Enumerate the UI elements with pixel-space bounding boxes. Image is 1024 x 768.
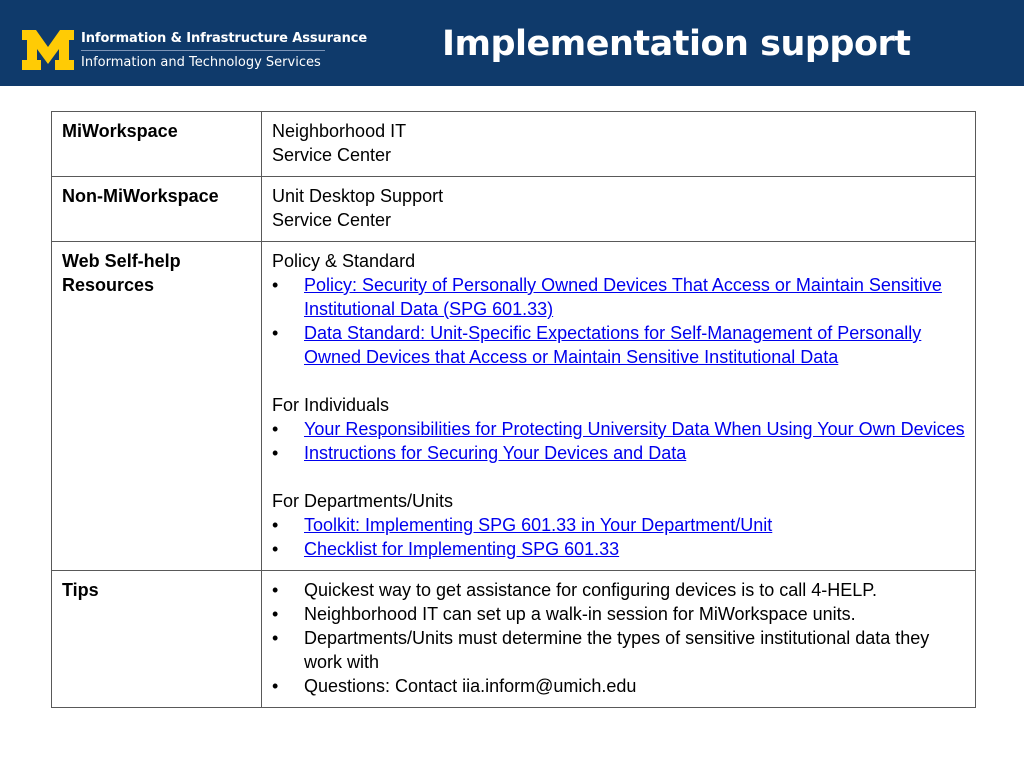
table-row-tips [52,571,976,708]
content-line: Unit Desktop Support [272,186,444,206]
org-divider [81,50,325,51]
list-item [272,441,965,465]
content-line: Neighborhood IT [272,121,407,141]
list-item [272,513,965,537]
table-row-miworkspace [52,112,976,177]
responsibilities-link[interactable]: Your Responsibilities for Protecting University Data When Using Your Own Devices [304,419,965,439]
support-table [51,111,976,708]
tip-text: Quickest way to get assistance for configuring devices is to call 4-HELP. [304,580,877,600]
block-m-logo-icon [22,30,74,70]
content-line: Service Center [272,145,392,165]
row-label-web-self-help: Web Self-help Resources [52,242,262,571]
securing-instructions-link[interactable]: Instructions for Securing Your Devices and Data [304,443,687,463]
content-line: Service Center [272,210,392,230]
row-content-miworkspace [262,112,976,177]
list-item [272,321,965,369]
spacer [272,465,965,489]
bullet-icon: • [272,275,279,295]
tips-list [272,578,965,698]
list-item [272,578,965,602]
policy-spg-link[interactable]: Policy: Security of Personally Owned Devices That Access or Maintain Sensitive Institutional Data (SPG 601.33) [304,275,942,319]
section-heading-individuals: For Individuals [272,395,390,415]
bullet-icon: • [272,323,279,343]
list-item [272,417,965,441]
row-label-non-miworkspace: Non-MiWorkspace [52,177,262,242]
header-banner [0,0,1024,86]
org-name-secondary: Information and Technology Services [81,55,321,70]
bullet-icon: • [272,628,279,648]
toolkit-link[interactable]: Toolkit: Implementing SPG 601.33 in Your Department/Unit [304,515,773,535]
list-item [272,626,965,674]
row-label-miworkspace: MiWorkspace [52,112,262,177]
org-name-primary: Information & Infrastructure Assurance [81,31,368,46]
bullet-icon: • [272,419,279,439]
bullet-icon: • [272,443,279,463]
row-label-tips: Tips [52,571,262,708]
section-heading-policy: Policy & Standard [272,251,416,271]
list-item [272,273,965,321]
list-item [272,602,965,626]
list-item [272,674,965,698]
checklist-link[interactable]: Checklist for Implementing SPG 601.33 [304,539,620,559]
data-standard-link[interactable]: Data Standard: Unit-Specific Expectations for Self-Management of Personally Owned Devices that Access or Maintain Sensitive Institutional Data [304,323,922,367]
bullet-icon: • [272,676,279,696]
departments-link-list [272,513,965,561]
bullet-icon: • [272,515,279,535]
bullet-icon: • [272,539,279,559]
list-item [272,537,965,561]
table-row-web-self-help [52,242,976,571]
row-content-web-self-help [262,242,976,571]
bullet-icon: • [272,604,279,624]
spacer [272,369,965,393]
individuals-link-list [272,417,965,465]
section-heading-departments: For Departments/Units [272,491,454,511]
bullet-icon: • [272,580,279,600]
tip-text: Departments/Units must determine the types of sensitive institutional data they work with [304,628,930,672]
tip-text: Questions: Contact iia.inform@umich.edu [304,676,637,696]
row-content-non-miworkspace [262,177,976,242]
row-content-tips [262,571,976,708]
page-title: Implementation support [442,24,911,64]
policy-link-list [272,273,965,369]
tip-text: Neighborhood IT can set up a walk-in session for MiWorkspace units. [304,604,856,624]
table-row-non-miworkspace [52,177,976,242]
